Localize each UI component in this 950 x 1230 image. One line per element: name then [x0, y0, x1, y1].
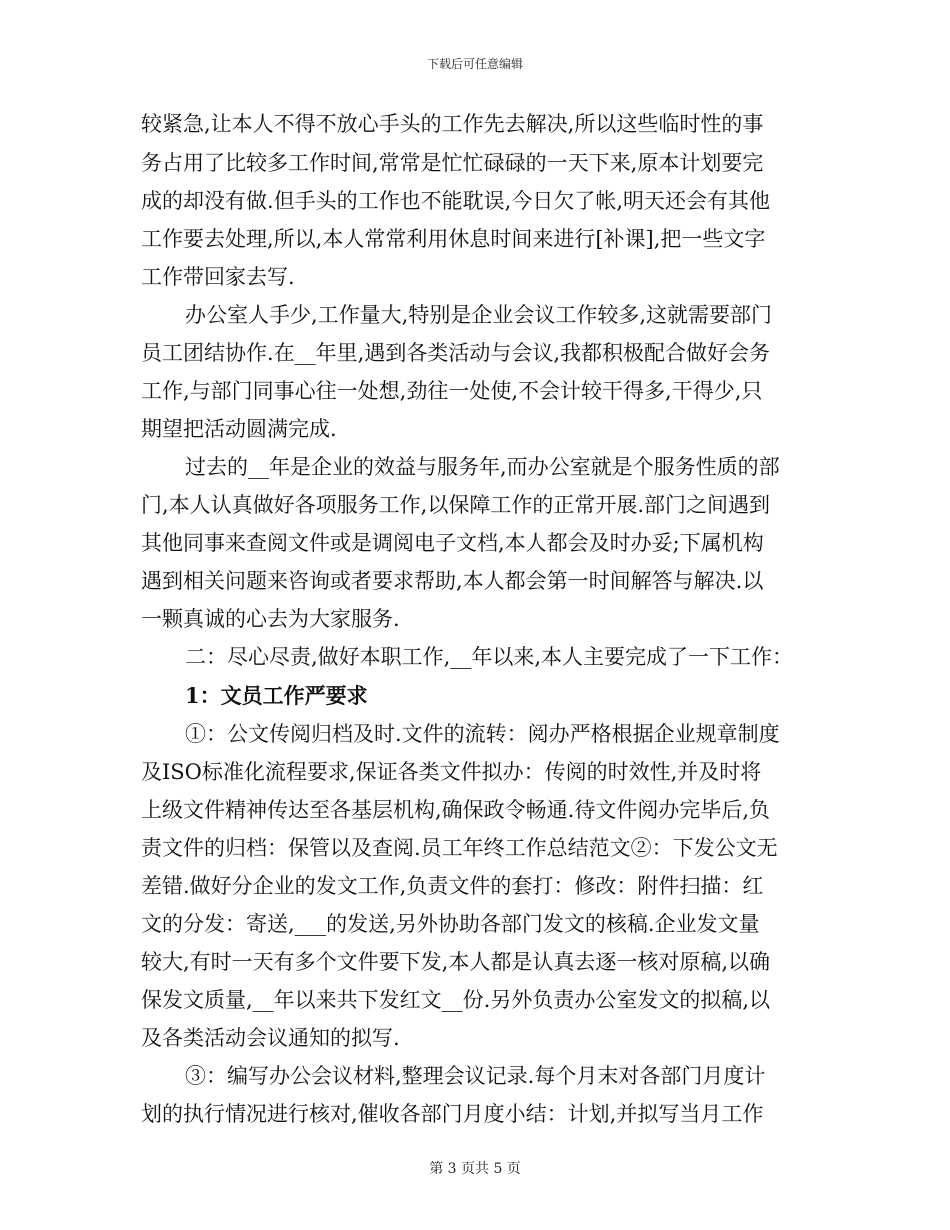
- body-line: 其他同事来查阅文件或是调阅电子文档,本人都会及时办妥;下属机构: [141, 531, 764, 555]
- body-line: 一颗真诚的心去为大家服务.: [141, 607, 400, 631]
- body-line: 门,本人认真做好各项服务工作,以保障工作的正常开展.部门之间遇到: [141, 493, 771, 517]
- body-line: 保发文质量,__年以来共下发红文__份.另外负责办公室发文的拟稿,以: [141, 988, 771, 1012]
- body-line: 过去的__年是企业的效益与服务年,而办公室就是个服务性质的部: [185, 455, 780, 479]
- body-line: 差错.做好分企业的发文工作,负责文件的套打：修改：附件扫描：红: [141, 874, 764, 898]
- body-line: 划的执行情况进行核对,催收各部门月度小结：计划,并拟写当月工作: [141, 1102, 764, 1126]
- body-line: 期望把活动圆满完成.: [141, 417, 337, 441]
- body-line: 遇到相关问题来咨询或者要求帮助,本人都会第一时间解答与解决.以: [141, 569, 764, 593]
- body-line: 较大,有时一天有多个文件要下发,本人都是认真去逐一核对原稿,以确: [141, 950, 771, 974]
- body-line: 员工团结协作.在__年里,遇到各类活动与会议,我都积极配合做好会务: [141, 341, 771, 365]
- body-line: 务占用了比较多工作时间,常常是忙忙碌碌的一天下来,原本计划要完: [141, 151, 764, 175]
- body-line: ③：编写办公会议材料,整理会议记录.每个月末对各部门月度计: [185, 1064, 766, 1088]
- body-line: 工作要去处理,所以,本人常常利用休息时间来进行[补课],把一些文字: [141, 227, 766, 251]
- page-footer: 第 3 页共 5 页: [429, 1161, 521, 1177]
- body-line: 及ISO标准化流程要求,保证各类文件拟办：传阅的时效性,并及时将: [141, 760, 762, 784]
- body-line: 责文件的归档：保管以及查阅.员工年终工作总结范文②：下发公文无: [141, 836, 778, 860]
- body-line: 成的却没有做.但手头的工作也不能耽误,今日欠了帐,明天还会有其他: [141, 189, 771, 213]
- body-line: 及各类活动会议通知的拟写.: [141, 1026, 400, 1050]
- subsection-heading-1: 1：文员工作严要求: [185, 683, 368, 708]
- body-line: ①：公文传阅归档及时.文件的流转：阅办严格根据企业规章制度: [185, 722, 780, 746]
- section-heading-2: 二：尽心尽责,做好本职工作,__年以来,本人主要完成了一下工作：: [185, 645, 794, 669]
- body-line: 工作,与部门同事心往一处想,劲往一处使,不会计较干得多,干得少,只: [141, 379, 763, 403]
- page-header: 下载后可任意编辑: [426, 57, 523, 71]
- body-line: 较紧急,让本人不得不放心手头的工作先去解决,所以这些临时性的事: [141, 112, 764, 136]
- body-line: 上级文件精神传达至各基层机构,确保政令畅通.待文件阅办完毕后,负: [141, 798, 771, 822]
- body-line: 工作带回家去写.: [141, 265, 295, 289]
- body-line: 文的分发：寄送,___的发送,另外协助各部门发文的核稿.企业发文量: [141, 912, 760, 936]
- body-line: 办公室人手少,工作量大,特别是企业会议工作较多,这就需要部门: [185, 303, 773, 327]
